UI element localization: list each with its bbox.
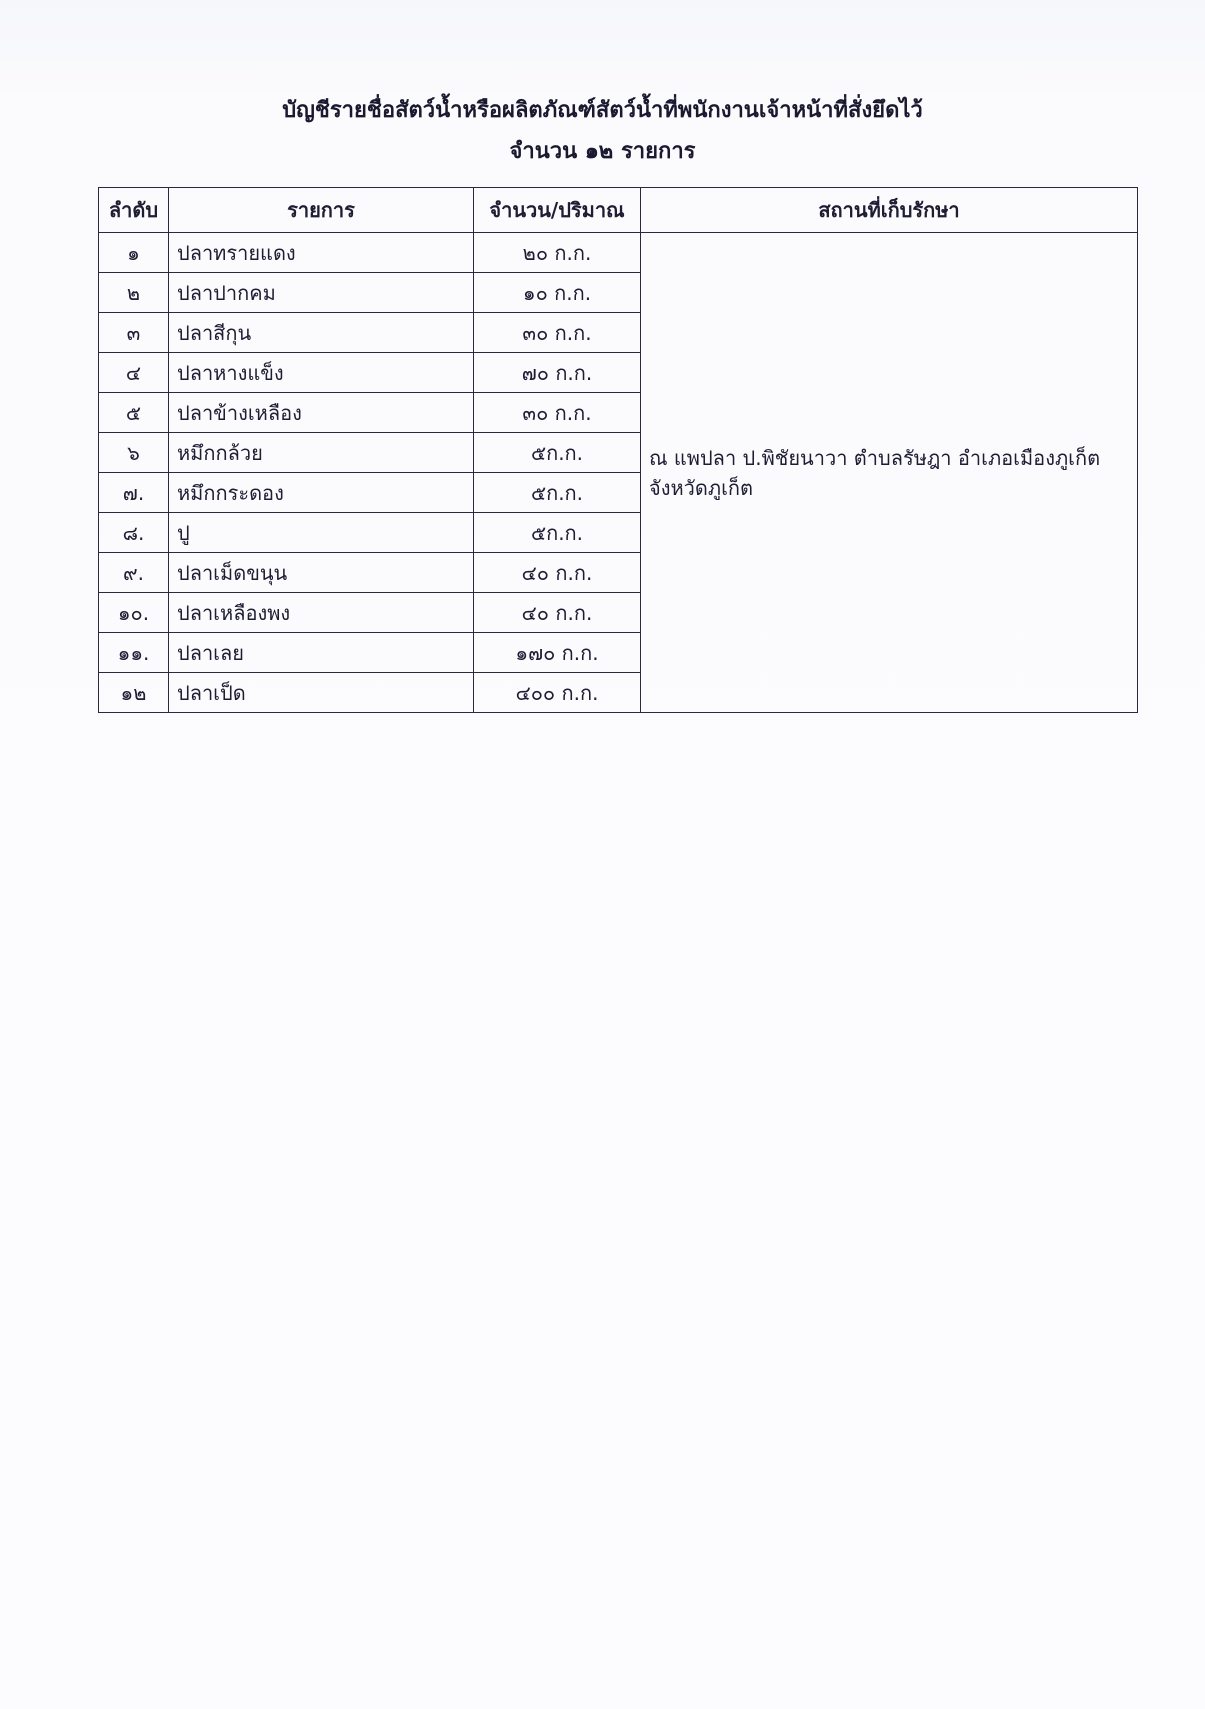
document-subtitle: จำนวน ๑๒ รายการ <box>509 139 696 164</box>
location-line-2: จังหวัดภูเก็ต <box>649 475 754 500</box>
row-no: ๑๐. <box>99 593 169 633</box>
row-no: ๑๒ <box>99 673 169 713</box>
row-item: ปลาทรายแดง <box>169 233 474 273</box>
seized-items-table <box>98 187 1138 713</box>
row-no: ๑ <box>99 233 169 273</box>
row-no: ๗. <box>99 473 169 513</box>
row-qty: ๔๐๐ ก.ก. <box>474 673 641 713</box>
table-row <box>99 233 1138 273</box>
row-item: ปลาเป็ด <box>169 673 474 713</box>
table-header-row <box>99 188 1138 233</box>
row-qty: ๕ก.ก. <box>474 433 641 473</box>
row-qty: ๑๐ ก.ก. <box>474 273 641 313</box>
row-no: ๘. <box>99 513 169 553</box>
row-qty: ๓๐ ก.ก. <box>474 393 641 433</box>
row-item: ปู <box>169 513 474 553</box>
document-title: บัญชีรายชื่อสัตว์น้ำหรือผลิตภัณฑ์สัตว์น้ำที่พนักงานเจ้าหน้าที่สั่งยึดไว้ <box>282 98 923 123</box>
row-no: ๑๑. <box>99 633 169 673</box>
row-no: ๕ <box>99 393 169 433</box>
header-location: สถานที่เก็บรักษา <box>641 188 1138 233</box>
row-no: ๒ <box>99 273 169 313</box>
row-no: ๔ <box>99 353 169 393</box>
header-no: ลำดับ <box>99 188 169 233</box>
row-item: ปลาปากคม <box>169 273 474 313</box>
row-item: ปลาสีกุน <box>169 313 474 353</box>
header-item: รายการ <box>169 188 474 233</box>
row-qty: ๑๗๐ ก.ก. <box>474 633 641 673</box>
row-qty: ๔๐ ก.ก. <box>474 553 641 593</box>
row-qty: ๒๐ ก.ก. <box>474 233 641 273</box>
row-qty: ๕ก.ก. <box>474 473 641 513</box>
header-qty: จำนวน/ปริมาณ <box>474 188 641 233</box>
row-no: ๖ <box>99 433 169 473</box>
row-item: ปลาข้างเหลือง <box>169 393 474 433</box>
storage-location-cell <box>641 233 1138 713</box>
row-item: ปลาเหลืองพง <box>169 593 474 633</box>
row-item: ปลาเม็ดขนุน <box>169 553 474 593</box>
row-qty: ๗๐ ก.ก. <box>474 353 641 393</box>
location-line-1: ณ แพปลา ป.พิชัยนาวา ตำบลรัษฎา อำเภอเมืองภูเก็ต <box>649 445 1101 470</box>
row-item: ปลาเลย <box>169 633 474 673</box>
row-qty: ๓๐ ก.ก. <box>474 313 641 353</box>
row-qty: ๔๐ ก.ก. <box>474 593 641 633</box>
row-item: หมึกกระดอง <box>169 473 474 513</box>
row-item: ปลาหางแข็ง <box>169 353 474 393</box>
row-qty: ๕ก.ก. <box>474 513 641 553</box>
row-no: ๓ <box>99 313 169 353</box>
row-no: ๙. <box>99 553 169 593</box>
row-item: หมึกกล้วย <box>169 433 474 473</box>
